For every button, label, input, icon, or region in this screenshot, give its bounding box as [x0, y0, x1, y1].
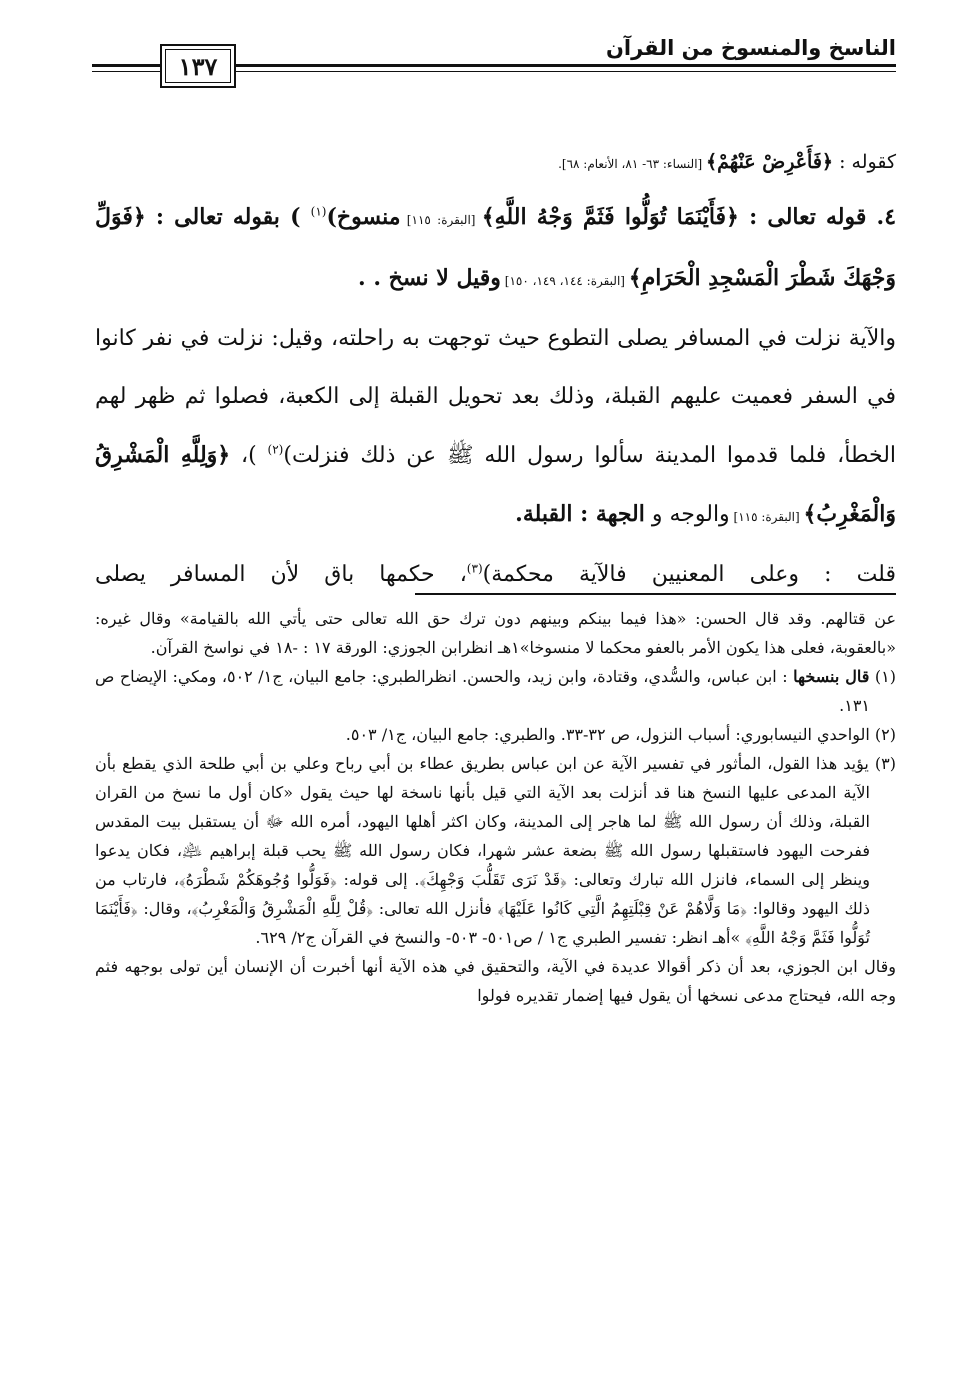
main-text: [95, 142, 896, 604]
footnote-ref-3[interactable]: (٣): [466, 561, 483, 576]
footnote-ref-1[interactable]: (١): [310, 204, 327, 219]
paragraph-3: [95, 310, 896, 546]
footnote-bold: قال بنسخها: [793, 667, 870, 686]
page-number: ١٣٧: [178, 51, 218, 81]
p4-text: ، حكمها باق لأن المسافر يصلى: [95, 562, 467, 587]
item-4-lead: ٤. قوله تعالى :: [738, 204, 897, 230]
page-number-box: [160, 44, 236, 88]
verse-reference: [النساء: ٦٣- ٨١، الأنعام: ٦٨].: [558, 157, 707, 171]
p3-text: والوجه و: [644, 502, 730, 527]
quran-verse: ﴿فَأَيْنَمَا تُوَلُّوا فَثَمَّ وَجْهُ اللَّهِ﴾: [481, 204, 739, 230]
p3-text: )،: [230, 443, 268, 468]
paragraph-2: [95, 188, 896, 310]
footnote-separator: [415, 593, 896, 595]
quran-verse: ﴿فَأَعْرِضْ عَنْهُمْ﴾: [706, 151, 834, 173]
paragraph-4: [95, 546, 896, 604]
p1-lead: كقوله :: [833, 151, 896, 173]
footnote-ref-2[interactable]: (٢): [267, 442, 284, 457]
p2-text: وقيل لا نسخ . .: [358, 265, 501, 291]
closing-note: وقال ابن الجوزي، بعد أن ذكر أقوالا عديدة في الآية، والتحقيق في هذه الآية أنها أخبرت أن الإنسان أين تولى بوجهه فثم وجه الله، فيحتاج مدعى نسخها أن يقول فيها إضمار تقديره فولوا: [95, 957, 896, 1005]
p2-text: ) بقوله تعالى :: [145, 204, 311, 230]
footnote-text: : ابن عباس، والسُّدي، وقتادة، وابن زيد، والحسن. انظرالطبري: جامع البيان، ج١/ ٥٠٢، ومكي: الإيضاح ص ١٣١.: [95, 667, 870, 715]
footnote-label: (١): [869, 667, 897, 686]
quran-verse: ﴿وَلِلَّهِ الْمَشْرِقُ وَالْمَغْرِبُ﴾: [95, 442, 896, 527]
footnote-1: [95, 662, 896, 720]
verse-reference: [البقرة: ١١٥]: [400, 213, 482, 227]
running-header-title: الناسخ والمنسوخ من القرآن: [605, 36, 896, 60]
footnote-2: (٢) الواحدي النيسابوري: أسباب النزول، ص ٣٢-٣٣. والطبري: جامع البيان، ج١/ ٥٠٣.: [345, 725, 896, 744]
footnotes: [95, 604, 896, 1010]
verse-reference: [البقرة: ١١٥]: [729, 510, 804, 524]
p3-bold: الجهة : القبلة.: [515, 501, 645, 527]
verse-reference: [البقرة: ١٤٤، ١٤٩، ١٥٠]: [500, 274, 629, 288]
quran-verse: ﴿فَوَلِّ وَجْهَكَ شَطْرَ الْمَسْجِدِ الْحَرَامِ﴾: [95, 204, 896, 291]
paragraph-1: [95, 142, 896, 184]
p4-text: قلت : وعلى المعنيين فالآية محكمة): [482, 562, 896, 587]
p3-text: والآية نزلت في المسافر يصلى التطوع حيث توجهت به راحلته، وقيل: نزلت في نفر كانوا في السفر فعميت عليهم القبلة، وذلك بعد تحويل القبلة إلى الكعبة، فصلوا ثم ظهر لهم الخطأ، فلما قدموا المدينة سألوا رسول الله ﷺ عن ذلك فنزلت): [95, 326, 897, 468]
footnote-3: (٣) يؤيد هذا القول، المأثور في تفسير الآية عن ابن عباس بطريق عطاء بن أبي رباح وعلي بن أبي طلحة الذي يقطع بأن الآية المدعى عليها النسخ هنا قد أنزلت بعد الآية التي قيل بأنها ناسخة لها حيث يقول «كان أول ما نسخ من القران القبلة، وذلك أن رسول الله ﷺ لما هاجر إلى المدينة، وكان اكثر أهلها اليهود، أمره الله ﷻ أن يستقبل بيت المقدس ففرحت اليهود فاستقبلها رسول الله ﷺ بضعة عشر شهرا، فكان رسول الله ﷺ يحب قبلة إبراهيم ﵇، فكان يدعوا وينظر إلى السماء، فانزل الله تبارك وتعالى: ﴿قَدْ نَرَى تَقَلُّبَ وَجْهِكَ﴾. إلى قوله: ﴿فَوَلُّوا وُجُوهَكُمْ شَطْرَهُ﴾، فارتاب من ذلك اليهود وقالوا: ﴿مَا وَلَّاهُمْ عَنْ قِبْلَتِهِمُ الَّتِي كَانُوا عَلَيْهَا﴾ فأنزل الله تعالى: ﴿قُلْ لِلَّهِ الْمَشْرِقُ وَالْمَغْرِبُ﴾، وقال: ﴿فَأَيْنَمَا تُوَلُّوا فَثَمَّ وَجْهُ اللَّهِ﴾ »أهـ انظر: تفسير الطبري ج١ / ص٥٠١- ٥٠٣- والنسخ في القرآن ج٢/ ٦٢٩.: [95, 754, 896, 947]
footnote-continuation: عن قتالهم. وقد قال الحسن: «هذا فيما بينكم وبينهم دون ترك حق الله تعالى حتى يأتي الله بالقيامة» وقال غيره: «بالعقوبة، فعلى هذا يكون الأمر بالعفو محكما لا منسوخا»١هـ انظرابن الجوزي: الورقة ١٧ : -١٨ في نواسخ القرآن.: [95, 609, 896, 657]
p2-text: منسوخ): [326, 204, 401, 230]
